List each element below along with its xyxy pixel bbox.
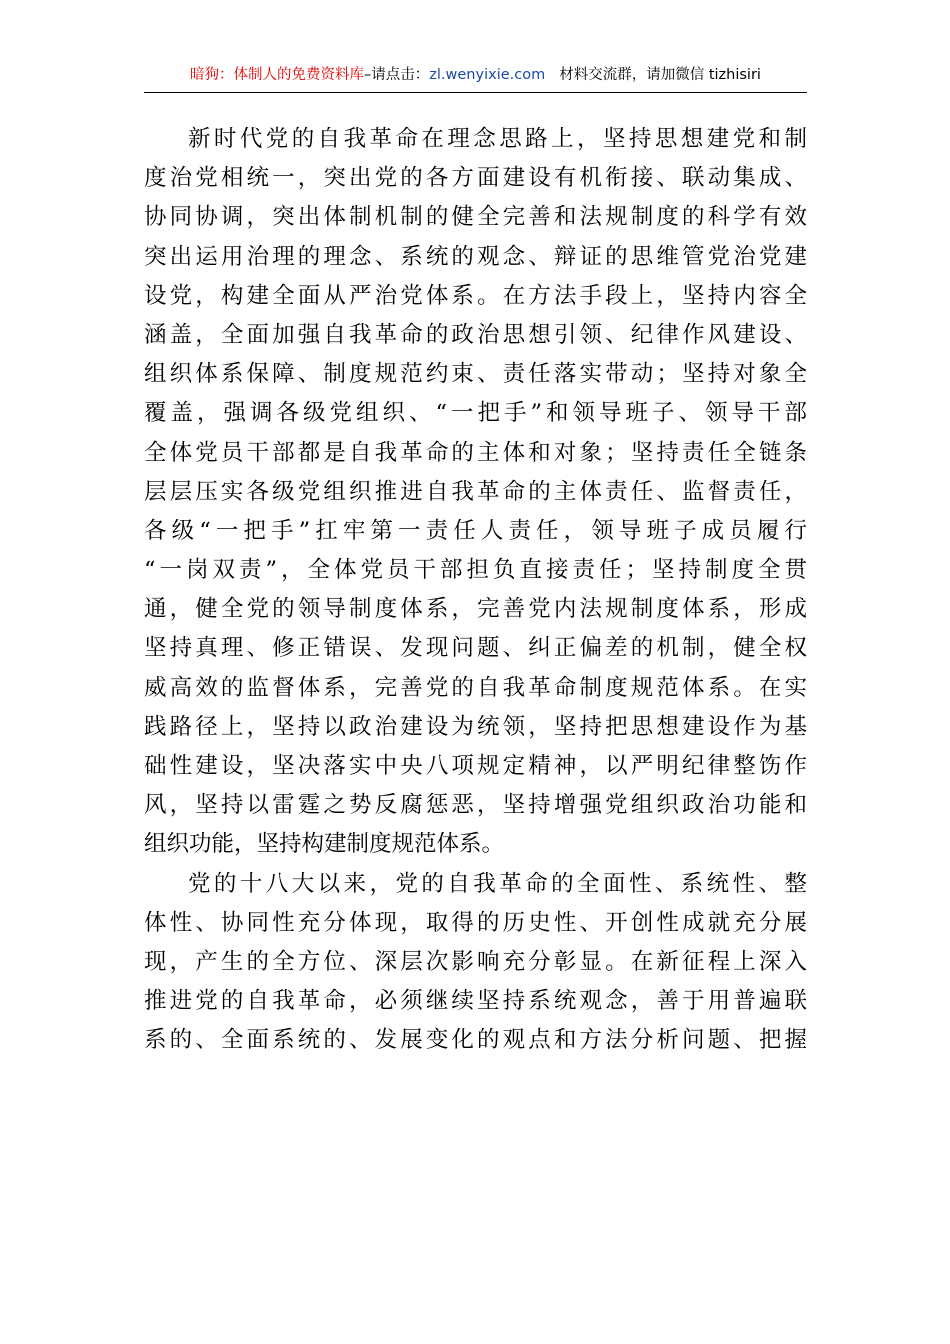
text-line: 现，产生的全方位、深层次影响充分彰显。在新征程上深入 (144, 948, 807, 975)
text-line: 协同协调，突出体制机制的健全完善和法规制度的科学有效 (144, 204, 807, 231)
text-line: 度治党相统一，突出党的各方面建设有机衔接、联动集成、 (144, 165, 807, 192)
text-line: 覆盖，强调各级党组织、“一把手”和领导班子、领导干部 (144, 400, 807, 427)
text-line: 各级“一把手”扛牢第一责任人责任，领导班子成员履行 (144, 517, 807, 544)
text-line: 础性建设，坚决落实中央八项规定精神，以严明纪律整饬作 (144, 753, 807, 779)
text-line: 通，健全党的领导制度体系，完善党内法规制度体系，形成 (144, 596, 807, 623)
text-line: 风，坚持以雷霆之势反腐惩恶，坚持增强党组织政治功能和 (144, 792, 807, 819)
text-line: 党的十八大以来，党的自我革命的全面性、系统性、整 (188, 870, 807, 897)
text-line: 推进党的自我革命，必须继续坚持系统观念，善于用普遍联 (144, 988, 807, 1015)
paragraph (144, 865, 807, 1061)
wechat-group-note: 材料交流群，请加微信 tizhisiri (559, 67, 761, 83)
text-line: 组织功能，坚持构建制度规范体系。 (144, 831, 505, 858)
text-line: “一岗双责”，全体党员干部担负直接责任；坚持制度全贯 (144, 557, 807, 584)
text-line: 层层压实各级党组织推进自我革命的主体责任、监督责任， (144, 478, 807, 505)
text-line: 坚持真理、修正错误、发现问题、纠正偏差的机制，健全权 (144, 635, 807, 662)
text-line: 新时代党的自我革命在理念思路上，坚持思想建党和制 (188, 126, 807, 152)
paragraph (144, 120, 807, 865)
click-prompt: –请点击： (364, 67, 430, 83)
text-line: 系的、全面系统的、发展变化的观点和方法分析问题、把握 (144, 1027, 807, 1054)
text-line: 践路径上，坚持以政治建设为统领，坚持把思想建设作为基 (144, 713, 807, 740)
text-line: 威高效的监督体系，完善党的自我革命制度规范体系。在实 (144, 674, 807, 701)
text-line: 全体党员干部都是自我革命的主体和对象；坚持责任全链条 (144, 439, 807, 466)
text-line: 涵盖，全面加强自我革命的政治思想引领、纪律作风建设、 (144, 321, 807, 348)
site-link[interactable]: zl.wenyixie.com (429, 67, 546, 83)
text-line: 体性、协同性充分体现，取得的历史性、开创性成就充分展 (144, 909, 807, 936)
site-label: 暗狗：体制人的免费资料库 (190, 67, 365, 83)
text-line: 设党，构建全面从严治党体系。在方法手段上，坚持内容全 (144, 282, 807, 309)
document-body (144, 120, 807, 1061)
page-header (144, 62, 807, 93)
text-line: 组织体系保障、制度规范约束、责任落实带动；坚持对象全 (144, 361, 807, 388)
text-line: 突出运用治理的理念、系统的观念、辩证的思维管党治党建 (144, 243, 807, 270)
